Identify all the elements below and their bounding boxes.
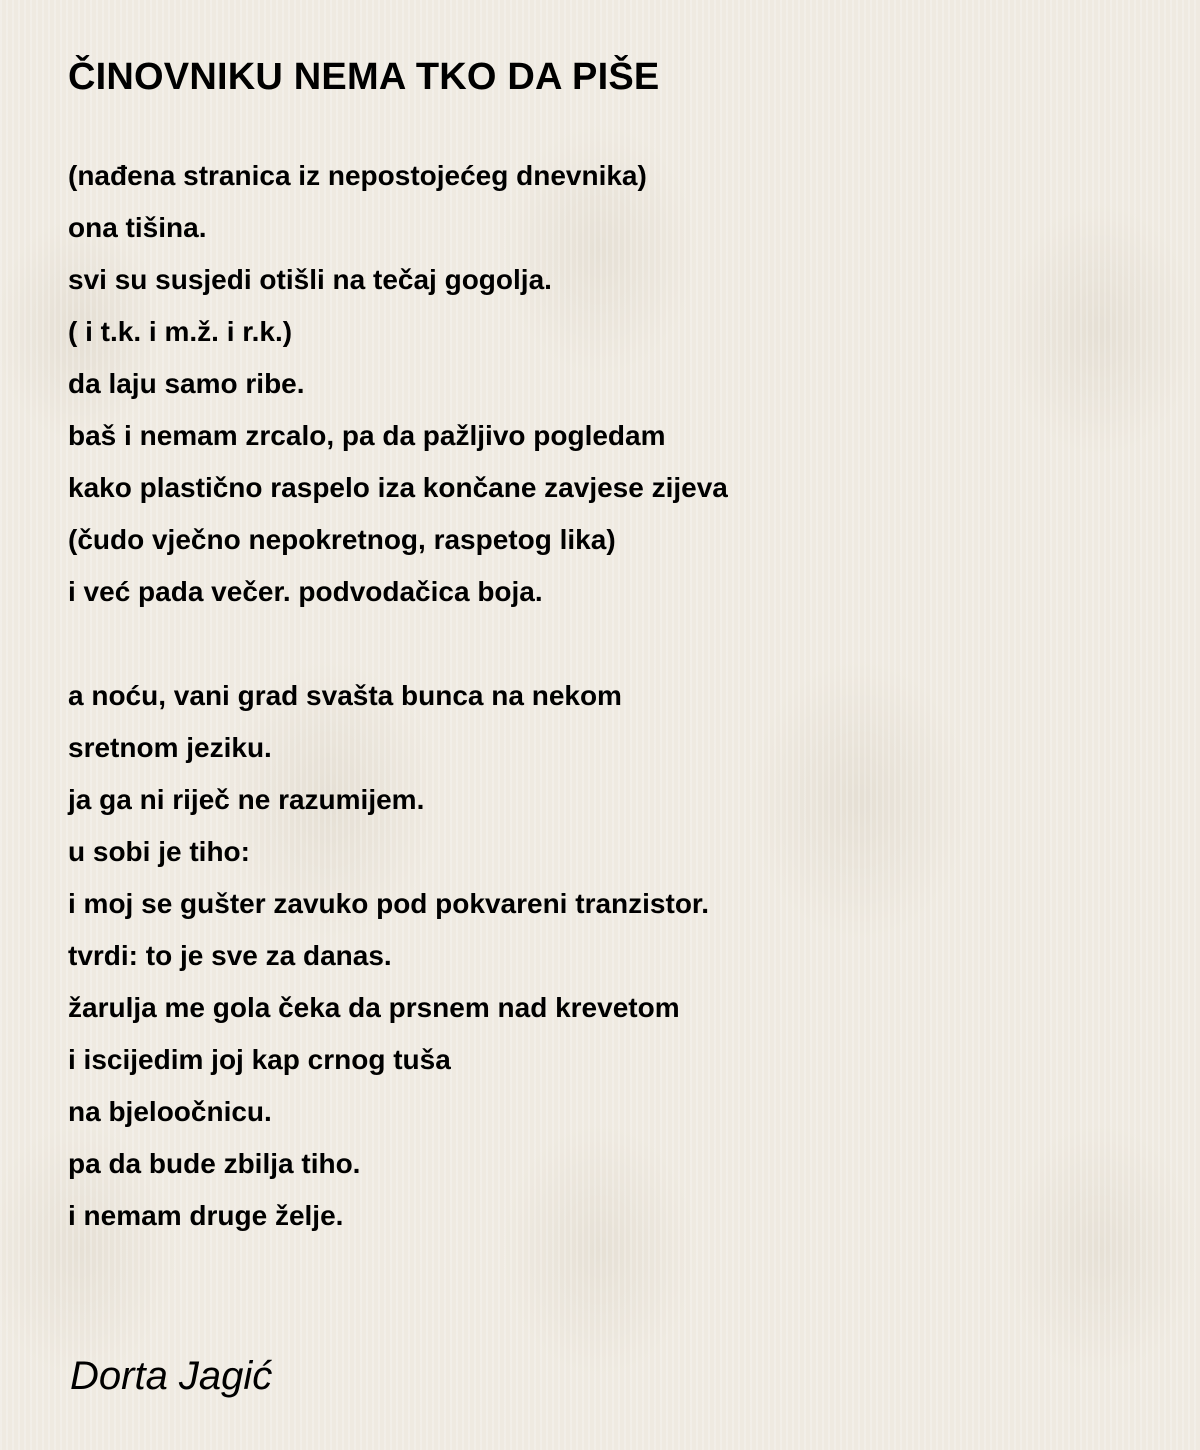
poem-line: baš i nemam zrcalo, pa da pažljivo pogledam: [68, 420, 666, 451]
poem-line: na bjeloočnicu.: [68, 1096, 272, 1127]
poem-line: tvrdi: to je sve za danas.: [68, 940, 392, 971]
poem-line: i već pada večer. podvodačica boja.: [68, 576, 543, 607]
poem-title: ČINOVNIKU NEMA TKO DA PIŠE: [68, 56, 660, 98]
author-name: Dorta Jagić: [70, 1354, 273, 1398]
poem-line: ja ga ni riječ ne razumijem.: [68, 784, 425, 815]
poem-line: ona tišina.: [68, 212, 207, 243]
poem-line: (nađena stranica iz nepostojećeg dnevnika): [68, 160, 647, 191]
poem-line: svi su susjedi otišli na tečaj gogolja.: [68, 264, 552, 295]
poem-line: i moj se gušter zavuko pod pokvareni tranzistor.: [68, 888, 710, 919]
stanza-1: [68, 150, 728, 618]
poem-line: (čudo vječno nepokretnog, raspetog lika): [68, 524, 616, 555]
poem-line: sretnom jeziku.: [68, 732, 272, 763]
poem-line: ( i t.k. i m.ž. i r.k.): [68, 316, 293, 347]
poem-line: u sobi je tiho:: [68, 836, 250, 867]
poem-line: a noću, vani grad svašta bunca na nekom: [68, 680, 622, 711]
poem-line: i iscijedim joj kap crnog tuša: [68, 1044, 451, 1075]
poem-line: i nemam druge želje.: [68, 1200, 344, 1231]
poem-line: žarulja me gola čeka da prsnem nad krevetom: [68, 992, 680, 1023]
poem-line: pa da bude zbilja tiho.: [68, 1148, 361, 1179]
poem-line: da laju samo ribe.: [68, 368, 305, 399]
poem-line: kako plastično raspelo iza končane zavjese zijeva: [68, 472, 728, 503]
stanza-2: [68, 670, 709, 1242]
